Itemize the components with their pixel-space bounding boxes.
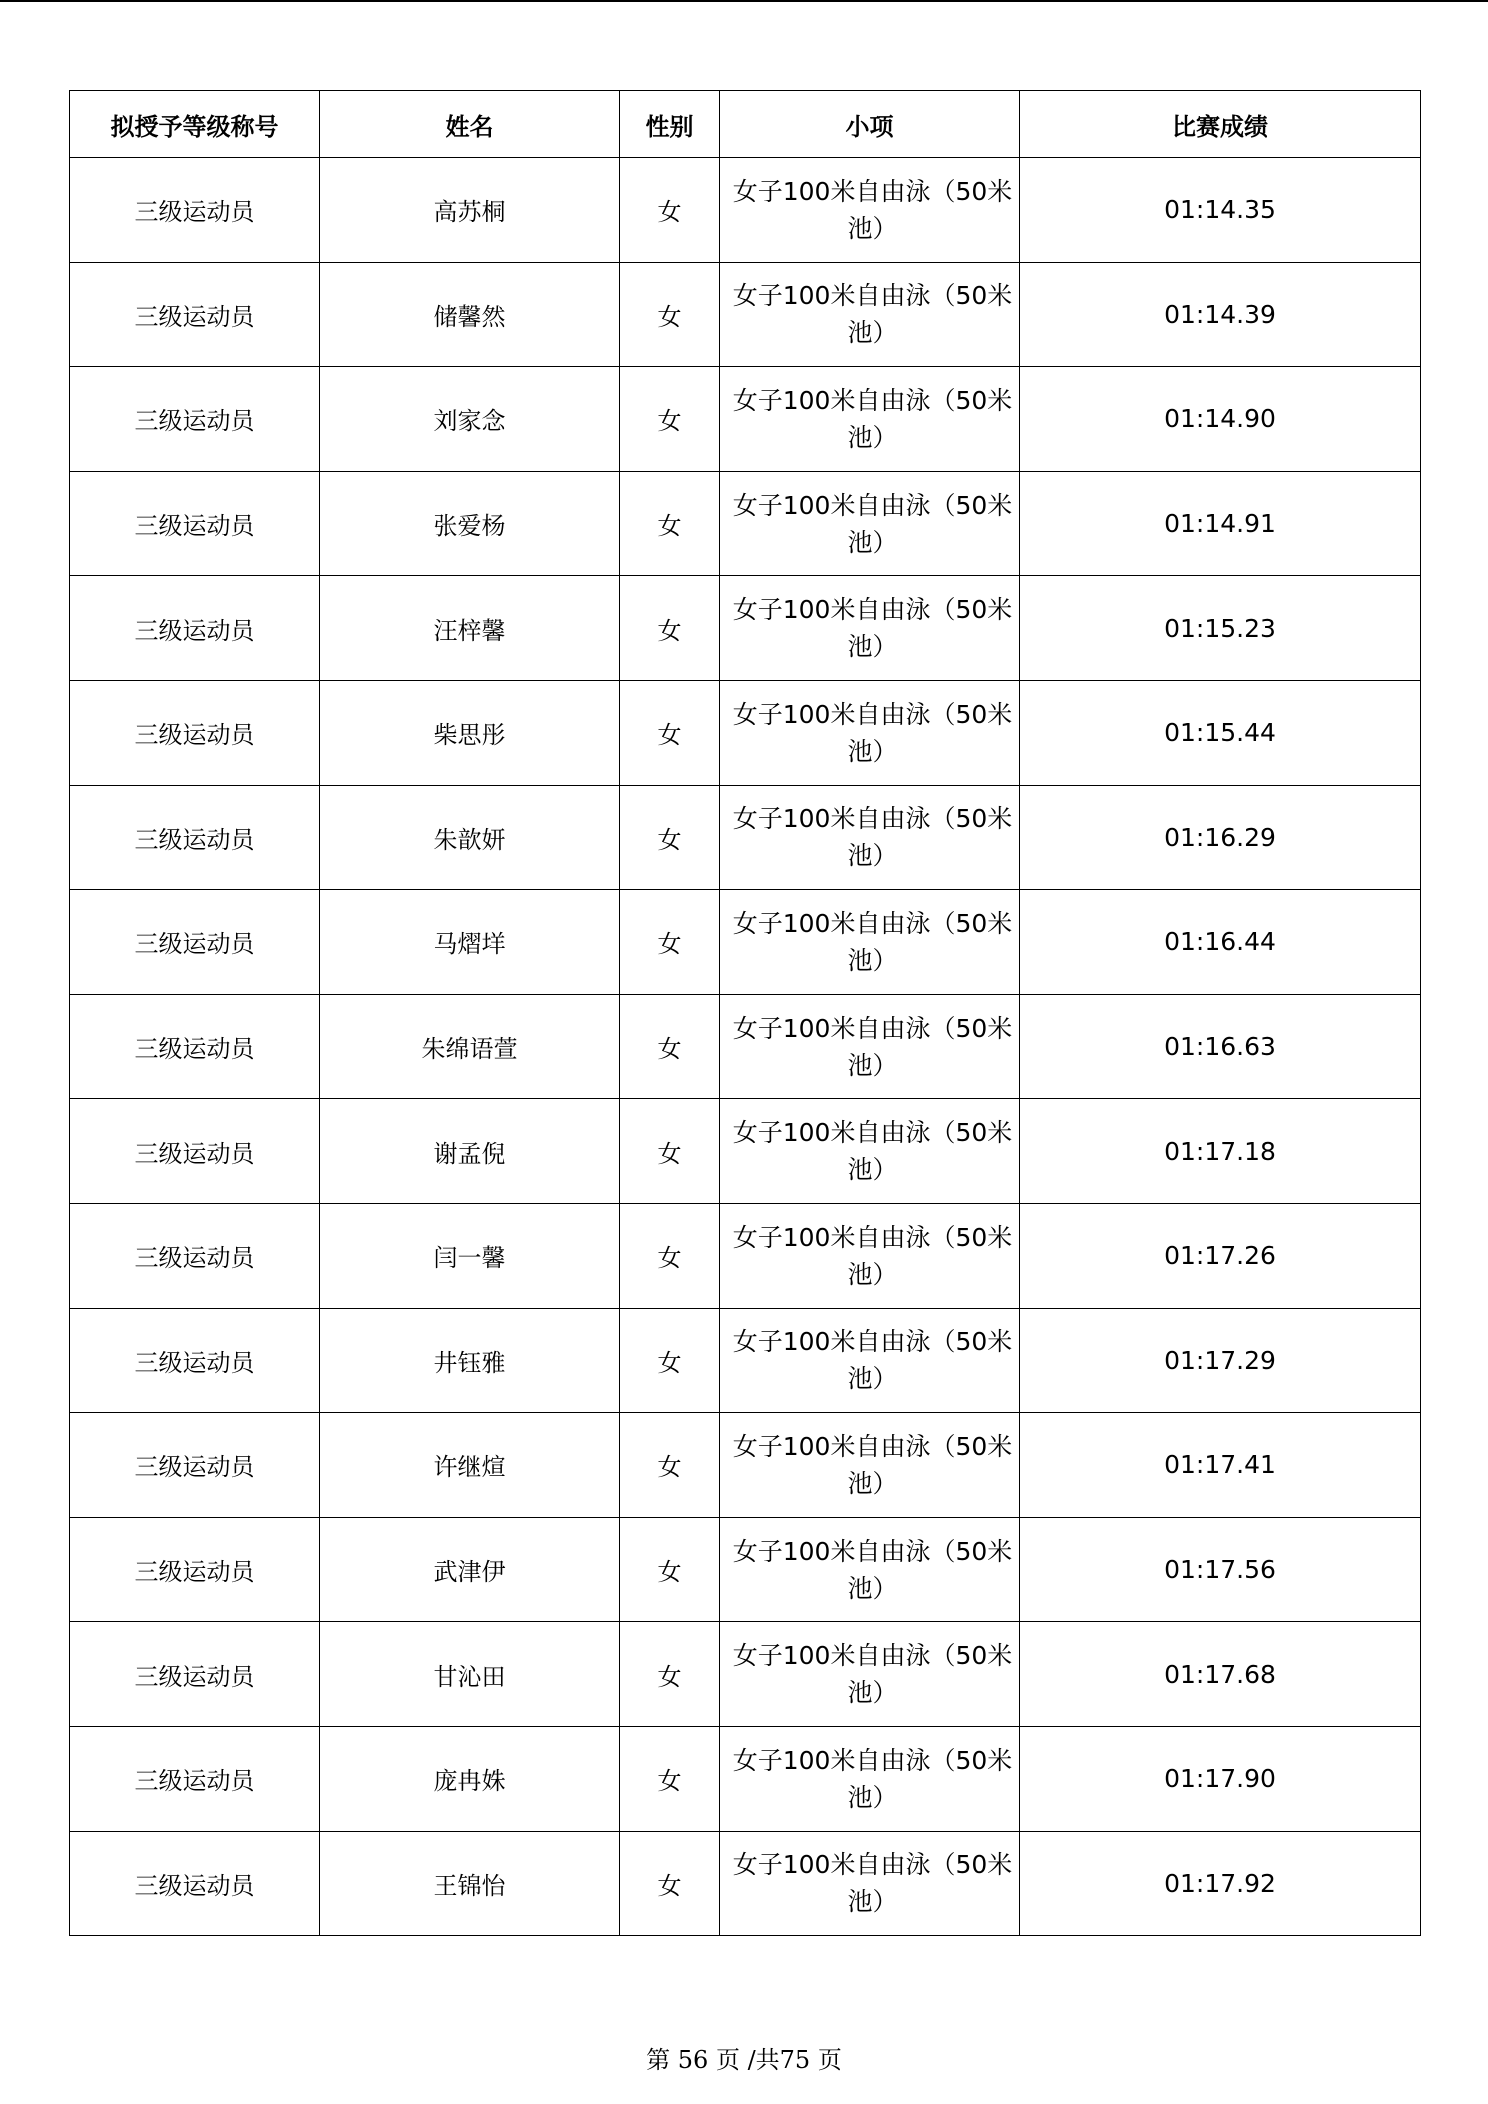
- gender-cell: 女: [620, 158, 720, 263]
- table-row: [70, 471, 1421, 576]
- table-row: [70, 367, 1421, 472]
- gender-cell: 女: [620, 1831, 720, 1936]
- table-row: [70, 1726, 1421, 1831]
- gender-cell: 女: [620, 1203, 720, 1308]
- level-cell: 三级运动员: [70, 471, 320, 576]
- level-cell: 三级运动员: [70, 1831, 320, 1936]
- name-cell: 汪梓馨: [320, 576, 620, 681]
- result-cell: 01:16.29: [1020, 785, 1421, 890]
- gender-cell: 女: [620, 1726, 720, 1831]
- name-cell: 朱歆妍: [320, 785, 620, 890]
- event-cell: 女子100米自由泳（50米池）: [720, 576, 1020, 681]
- header-level: 拟授予等级称号: [70, 91, 320, 158]
- athlete-grade-table: [69, 90, 1421, 1936]
- result-cell: 01:14.90: [1020, 367, 1421, 472]
- name-cell: 张爱杨: [320, 471, 620, 576]
- table-row: [70, 262, 1421, 367]
- event-cell: 女子100米自由泳（50米池）: [720, 1308, 1020, 1413]
- result-cell: 01:14.39: [1020, 262, 1421, 367]
- name-cell: 甘沁田: [320, 1622, 620, 1727]
- level-cell: 三级运动员: [70, 785, 320, 890]
- event-cell: 女子100米自由泳（50米池）: [720, 890, 1020, 995]
- event-cell: 女子100米自由泳（50米池）: [720, 158, 1020, 263]
- name-cell: 庞冉姝: [320, 1726, 620, 1831]
- name-cell: 柴思彤: [320, 680, 620, 785]
- event-cell: 女子100米自由泳（50米池）: [720, 1831, 1020, 1936]
- level-cell: 三级运动员: [70, 1413, 320, 1518]
- name-cell: 许继煊: [320, 1413, 620, 1518]
- level-cell: 三级运动员: [70, 1622, 320, 1727]
- result-cell: 01:17.56: [1020, 1517, 1421, 1622]
- gender-cell: 女: [620, 576, 720, 681]
- table-row: [70, 576, 1421, 681]
- event-cell: 女子100米自由泳（50米池）: [720, 1726, 1020, 1831]
- level-cell: 三级运动员: [70, 262, 320, 367]
- level-cell: 三级运动员: [70, 158, 320, 263]
- table-row: [70, 158, 1421, 263]
- result-cell: 01:17.41: [1020, 1413, 1421, 1518]
- event-cell: 女子100米自由泳（50米池）: [720, 1203, 1020, 1308]
- table-row: [70, 890, 1421, 995]
- result-cell: 01:14.35: [1020, 158, 1421, 263]
- event-cell: 女子100米自由泳（50米池）: [720, 1622, 1020, 1727]
- result-cell: 01:17.26: [1020, 1203, 1421, 1308]
- header-event: 小项: [720, 91, 1020, 158]
- result-cell: 01:15.44: [1020, 680, 1421, 785]
- result-cell: 01:17.92: [1020, 1831, 1421, 1936]
- page-number: 第 56 页 /共75 页: [646, 2046, 842, 2074]
- name-cell: 井钰雅: [320, 1308, 620, 1413]
- gender-cell: 女: [620, 994, 720, 1099]
- result-cell: 01:17.18: [1020, 1099, 1421, 1204]
- gender-cell: 女: [620, 680, 720, 785]
- gender-cell: 女: [620, 471, 720, 576]
- header-name: 姓名: [320, 91, 620, 158]
- event-cell: 女子100米自由泳（50米池）: [720, 1517, 1020, 1622]
- table-row: [70, 1622, 1421, 1727]
- event-cell: 女子100米自由泳（50米池）: [720, 367, 1020, 472]
- name-cell: 王锦怡: [320, 1831, 620, 1936]
- name-cell: 朱绵语萱: [320, 994, 620, 1099]
- result-cell: 01:16.44: [1020, 890, 1421, 995]
- event-cell: 女子100米自由泳（50米池）: [720, 1413, 1020, 1518]
- event-cell: 女子100米自由泳（50米池）: [720, 471, 1020, 576]
- level-cell: 三级运动员: [70, 680, 320, 785]
- gender-cell: 女: [620, 262, 720, 367]
- name-cell: 高苏桐: [320, 158, 620, 263]
- level-cell: 三级运动员: [70, 576, 320, 681]
- event-cell: 女子100米自由泳（50米池）: [720, 994, 1020, 1099]
- gender-cell: 女: [620, 1413, 720, 1518]
- level-cell: 三级运动员: [70, 994, 320, 1099]
- table-row: [70, 1517, 1421, 1622]
- gender-cell: 女: [620, 785, 720, 890]
- gender-cell: 女: [620, 1099, 720, 1204]
- gender-cell: 女: [620, 890, 720, 995]
- result-cell: 01:17.29: [1020, 1308, 1421, 1413]
- gender-cell: 女: [620, 1308, 720, 1413]
- name-cell: 谢孟倪: [320, 1099, 620, 1204]
- table-row: [70, 680, 1421, 785]
- table-row: [70, 1831, 1421, 1936]
- level-cell: 三级运动员: [70, 1203, 320, 1308]
- event-cell: 女子100米自由泳（50米池）: [720, 680, 1020, 785]
- gender-cell: 女: [620, 1622, 720, 1727]
- name-cell: 武津伊: [320, 1517, 620, 1622]
- name-cell: 储馨然: [320, 262, 620, 367]
- level-cell: 三级运动员: [70, 367, 320, 472]
- result-cell: 01:14.91: [1020, 471, 1421, 576]
- result-cell: 01:17.90: [1020, 1726, 1421, 1831]
- table-row: [70, 1308, 1421, 1413]
- event-cell: 女子100米自由泳（50米池）: [720, 785, 1020, 890]
- gender-cell: 女: [620, 367, 720, 472]
- event-cell: 女子100米自由泳（50米池）: [720, 262, 1020, 367]
- name-cell: 闫一馨: [320, 1203, 620, 1308]
- header-gender: 性别: [620, 91, 720, 158]
- table-row: [70, 994, 1421, 1099]
- gender-cell: 女: [620, 1517, 720, 1622]
- level-cell: 三级运动员: [70, 1517, 320, 1622]
- table-row: [70, 785, 1421, 890]
- level-cell: 三级运动员: [70, 1726, 320, 1831]
- name-cell: 马熠垟: [320, 890, 620, 995]
- top-border-line: [0, 0, 1488, 2]
- result-cell: 01:15.23: [1020, 576, 1421, 681]
- table-row: [70, 1413, 1421, 1518]
- result-cell: 01:16.63: [1020, 994, 1421, 1099]
- table-header-row: [70, 91, 1421, 158]
- table-row: [70, 1203, 1421, 1308]
- level-cell: 三级运动员: [70, 1308, 320, 1413]
- event-cell: 女子100米自由泳（50米池）: [720, 1099, 1020, 1204]
- table-row: [70, 1099, 1421, 1204]
- level-cell: 三级运动员: [70, 1099, 320, 1204]
- result-cell: 01:17.68: [1020, 1622, 1421, 1727]
- name-cell: 刘家念: [320, 367, 620, 472]
- header-result: 比赛成绩: [1020, 91, 1421, 158]
- level-cell: 三级运动员: [70, 890, 320, 995]
